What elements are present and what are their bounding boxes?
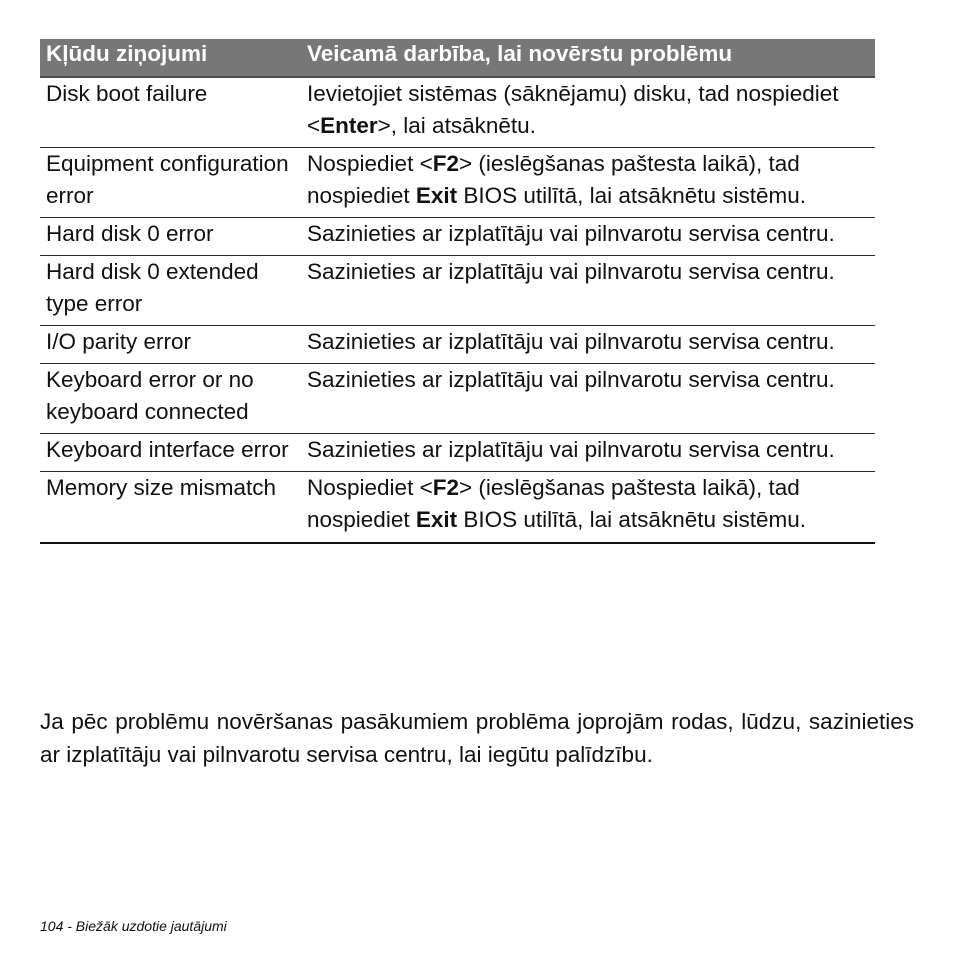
closing-paragraph: Ja pēc problēmu novēršanas pasākumiem problēma joprojām rodas, lūdzu, sazinieties ar izplatītāju vai pilnvarotu servisa centru, lai iegūtu palīdzību. xyxy=(40,709,914,767)
action-text: BIOS utilītā, lai atsāknētu sistēmu. xyxy=(457,507,807,532)
table-row xyxy=(40,77,875,148)
error-message-cell: Hard disk 0 error xyxy=(40,218,302,256)
error-message-cell: Hard disk 0 extended type error xyxy=(40,256,302,326)
action-cell xyxy=(302,148,875,218)
key-label: F2 xyxy=(432,151,459,176)
action-cell: Sazinieties ar izplatītāju vai pilnvarotu servisa centru. xyxy=(302,326,875,364)
action-text: Ievietojiet sistēmas (sāknējamu) disku, tad nospiediet < xyxy=(307,81,839,138)
action-cell: Sazinieties ar izplatītāju vai pilnvarotu servisa centru. xyxy=(302,256,875,326)
table-row xyxy=(40,472,875,544)
header-corrective-action: Veicamā darbība, lai novērstu problēmu xyxy=(302,39,875,77)
table-header-row xyxy=(40,39,875,77)
key-label: Exit xyxy=(415,507,458,532)
error-message-cell: Memory size mismatch xyxy=(40,472,302,544)
table-row xyxy=(40,218,875,256)
action-cell xyxy=(302,77,875,148)
action-text: > (ieslēgšanas paštesta laikā), tad nospiediet xyxy=(307,475,800,532)
table-row xyxy=(40,364,875,434)
page-footer: 104 - Biežāk uzdotie jautājumi xyxy=(40,918,227,934)
error-message-cell: Equipment configuration error xyxy=(40,148,302,218)
key-label: F2 xyxy=(432,475,459,500)
header-error-messages: Kļūdu ziņojumi xyxy=(40,39,302,77)
action-text: > (ieslēgšanas paštesta laikā), tad nospiediet xyxy=(307,151,800,208)
action-text: BIOS utilītā, lai atsāknētu sistēmu. xyxy=(457,183,807,208)
action-text: Nospiediet < xyxy=(307,151,433,176)
action-cell: Sazinieties ar izplatītāju vai pilnvarotu servisa centru. xyxy=(302,434,875,472)
error-message-cell: Keyboard error or no keyboard connected xyxy=(40,364,302,434)
table-row xyxy=(40,148,875,218)
action-cell: Sazinieties ar izplatītāju vai pilnvarotu servisa centru. xyxy=(302,218,875,256)
error-messages-table xyxy=(40,39,875,544)
action-cell: Sazinieties ar izplatītāju vai pilnvarotu servisa centru. xyxy=(302,364,875,434)
error-message-cell: I/O parity error xyxy=(40,326,302,364)
table-row xyxy=(40,434,875,472)
action-text: Nospiediet < xyxy=(307,475,433,500)
action-cell xyxy=(302,472,875,544)
error-message-cell: Disk boot failure xyxy=(40,77,302,148)
error-message-cell: Keyboard interface error xyxy=(40,434,302,472)
action-text: >, lai atsāknētu. xyxy=(377,113,536,138)
key-label: Exit xyxy=(415,183,458,208)
key-label: Enter xyxy=(320,113,378,138)
table-row xyxy=(40,256,875,326)
table-row xyxy=(40,326,875,364)
